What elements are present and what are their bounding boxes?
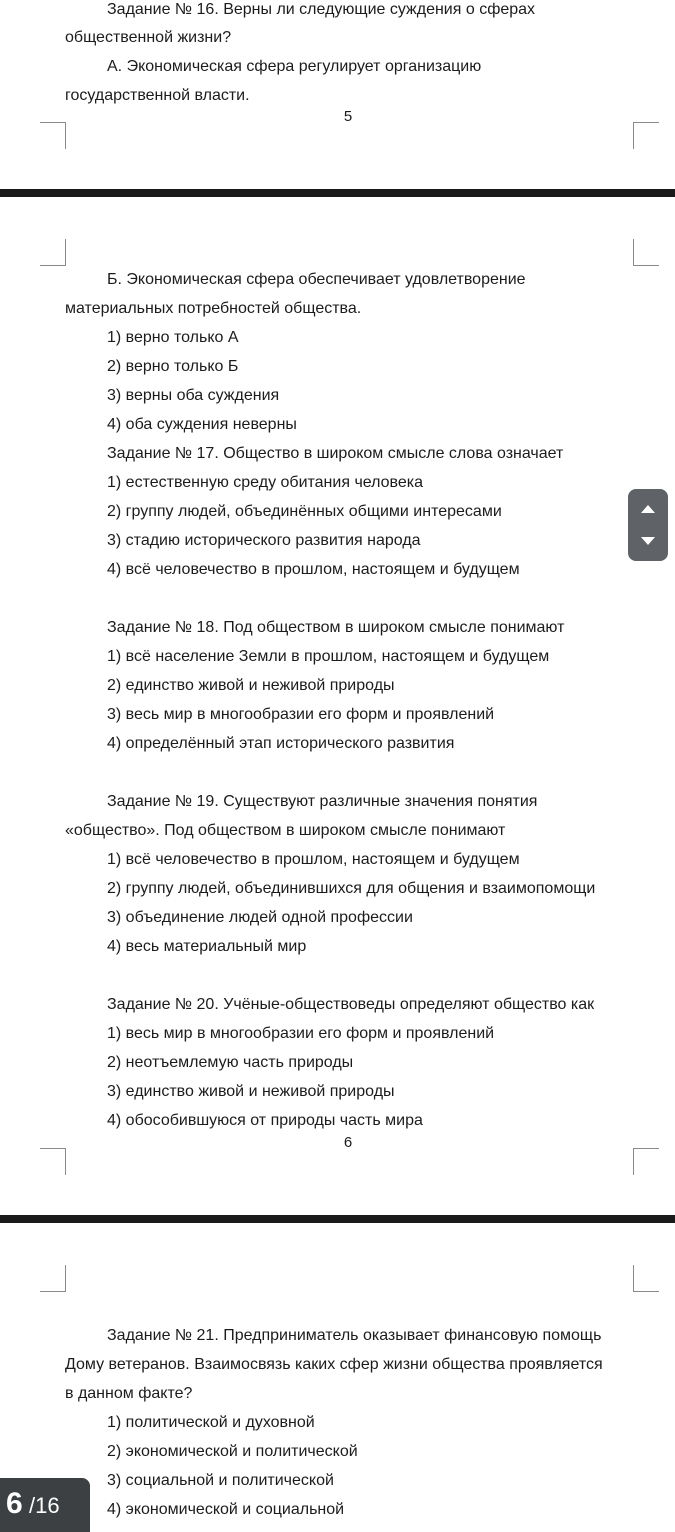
- question-17-title: Задание № 17. Общество в широком смысле слова означает: [107, 445, 564, 462]
- answer-option: 2) единство живой и неживой природы: [107, 677, 395, 694]
- answer-option: 3) верны оба суждения: [107, 387, 280, 404]
- answer-option: 4) экономической и социальной: [107, 1501, 345, 1518]
- answer-option: 4) определённый этап исторического развития: [107, 735, 455, 752]
- answer-option: 4) оба суждения неверны: [107, 416, 297, 433]
- question-19-text: «общество». Под обществом в широком смысле понимают: [65, 822, 506, 839]
- page-separator: [0, 1215, 675, 1223]
- question-16-statement-a-cont: государственной власти.: [65, 87, 250, 104]
- question-16-title: Задание № 16. Верны ли следующие суждения о сферах: [107, 1, 536, 18]
- answer-option: 3) весь мир в многообразии его форм и проявлений: [107, 706, 495, 723]
- crop-mark: [40, 239, 66, 266]
- scroll-up-button[interactable]: [628, 489, 668, 525]
- page-scroll-control: [628, 489, 668, 561]
- crop-mark: [40, 1148, 66, 1175]
- answer-option: 3) единство живой и неживой природы: [107, 1083, 395, 1100]
- crop-mark: [633, 1265, 659, 1292]
- answer-option: 3) стадию исторического развития народа: [107, 532, 421, 549]
- answer-option: 4) обособившуюся от природы часть мира: [107, 1112, 423, 1129]
- crop-mark: [633, 239, 659, 266]
- scroll-down-button[interactable]: [628, 525, 668, 561]
- page-separator: [0, 189, 675, 197]
- total-pages: /16: [29, 1493, 60, 1518]
- question-16-statement-b: Б. Экономическая сфера обеспечивает удовлетворение: [107, 271, 526, 288]
- answer-option: 1) естественную среду обитания человека: [107, 474, 424, 491]
- answer-option: 1) весь мир в многообразии его форм и проявлений: [107, 1025, 495, 1042]
- crop-mark: [633, 1148, 659, 1175]
- question-20-title: Задание № 20. Учёные-обществоведы определяют общество как: [107, 996, 595, 1013]
- caret-up-icon: [641, 505, 655, 513]
- caret-down-icon: [641, 537, 655, 545]
- answer-option: 2) группу людей, объединившихся для общения и взаимопомощи: [107, 880, 596, 897]
- answer-option: 3) объединение людей одной профессии: [107, 909, 413, 926]
- page-number: 5: [343, 108, 353, 125]
- answer-option: 3) социальной и политической: [107, 1472, 334, 1489]
- question-19-title: Задание № 19. Существуют различные значения понятия: [107, 793, 538, 810]
- question-16-statement-a: А. Экономическая сфера регулирует организацию: [107, 58, 482, 75]
- question-16-text: общественной жизни?: [65, 29, 232, 46]
- answer-option: 4) весь материальный мир: [107, 938, 307, 955]
- question-18-title: Задание № 18. Под обществом в широком смысле понимают: [107, 619, 565, 636]
- answer-option: 2) группу людей, объединённых общими интересами: [107, 503, 502, 520]
- answer-option: 4) всё человечество в прошлом, настоящем и будущем: [107, 561, 520, 578]
- question-21-text: Дому ветеранов. Взаимосвязь каких сфер жизни общества проявляется: [65, 1356, 603, 1373]
- crop-mark: [40, 1265, 66, 1292]
- page-indicator[interactable]: [0, 1478, 90, 1532]
- answer-option: 1) всё население Земли в прошлом, настоящем и будущем: [107, 648, 550, 665]
- question-21-text-cont: в данном факте?: [65, 1385, 193, 1402]
- crop-mark: [40, 122, 66, 149]
- page-number: 6: [343, 1134, 353, 1151]
- answer-option: 1) политической и духовной: [107, 1414, 315, 1431]
- answer-option: 2) экономической и политической: [107, 1443, 358, 1460]
- answer-option: 2) неотъемлемую часть природы: [107, 1054, 354, 1071]
- crop-mark: [633, 122, 659, 149]
- answer-option: 1) верно только А: [107, 329, 239, 346]
- current-page: 6: [6, 1487, 23, 1520]
- question-21-title: Задание № 21. Предприниматель оказывает финансовую помощь: [107, 1327, 602, 1344]
- question-16-statement-b-cont: материальных потребностей общества.: [65, 300, 362, 317]
- answer-option: 1) всё человечество в прошлом, настоящем и будущем: [107, 851, 520, 868]
- answer-option: 2) верно только Б: [107, 358, 239, 375]
